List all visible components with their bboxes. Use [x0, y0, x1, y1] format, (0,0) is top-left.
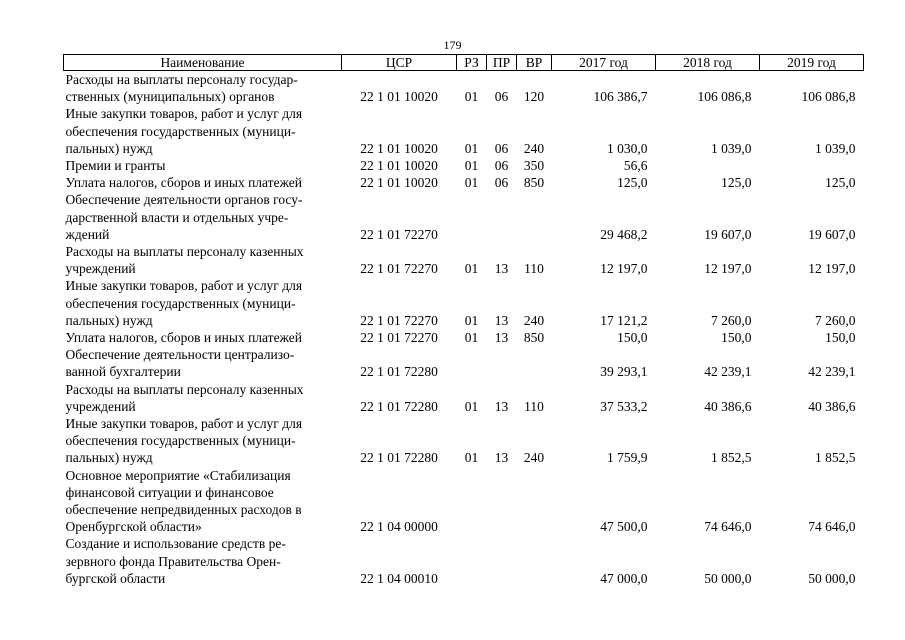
header-pr: ПР: [487, 55, 517, 71]
row-2019: 19 607,0: [808, 226, 856, 242]
row-2019: 1 039,0: [815, 140, 856, 156]
row-name-line: финансовой ситуации и финансовое: [65, 484, 274, 500]
row-csr: 22 1 01 72270: [360, 330, 438, 346]
row-name-line: Уплата налогов, сборов и иных платежей: [65, 330, 302, 346]
row-name: [64, 71, 342, 106]
row-pr: 13: [494, 261, 509, 277]
row-name-line: Создание и использование средств ре-: [65, 536, 286, 552]
row-rz: 01: [464, 261, 479, 277]
row-name-line: бургской области: [65, 570, 166, 586]
row-pr: 06: [494, 158, 509, 174]
row-2019: 7 260,0: [815, 312, 856, 328]
row-name-line: Расходы на выплаты персоналу казенных: [65, 244, 304, 260]
row-pr: 06: [494, 140, 509, 156]
row-name-line: ванной бухгалтерии: [65, 364, 181, 380]
row-pr: 13: [494, 450, 509, 466]
row-name-line: пальных) нужд: [65, 140, 153, 156]
row-csr: 22 1 01 72270: [360, 226, 438, 242]
row-name-line: Уплата налогов, сборов и иных платежей: [65, 175, 302, 191]
row-name-line: обеспечение непредвиденных расходов в: [65, 502, 302, 518]
row-vr: 110: [524, 261, 544, 277]
table-row: [64, 277, 864, 329]
page-number: 179: [443, 38, 462, 52]
row-vr: 850: [523, 330, 545, 346]
row-name-line: дарственной власти и отдельных учре-: [65, 209, 289, 225]
row-name: [64, 415, 342, 467]
row-2017: 56,6: [623, 158, 648, 174]
row-2017: 106 386,7: [593, 89, 648, 105]
row-rz: [457, 346, 487, 380]
row-name-line: Расходы на выплаты персоналу казенных: [65, 381, 304, 397]
row-name-line: обеспечения государственных (муници-: [65, 295, 296, 311]
row-name-line: Премии и гранты: [65, 158, 166, 174]
row-name: [64, 105, 342, 157]
row-2018: 40 386,6: [704, 398, 752, 414]
table-row: [64, 535, 864, 587]
row-pr: [487, 467, 517, 536]
row-pr: 06: [494, 89, 509, 105]
table-row: [64, 329, 864, 346]
row-2018: 1 852,5: [711, 450, 752, 466]
row-name-line: обеспечения государственных (муници-: [65, 123, 296, 139]
row-csr: 22 1 01 10020: [360, 175, 438, 191]
row-name-line: Оренбургской области»: [65, 519, 202, 535]
row-2019: 74 646,0: [808, 519, 856, 535]
row-csr: 22 1 01 72270: [360, 261, 438, 277]
table-row: [64, 381, 864, 415]
row-vr: [517, 467, 552, 536]
row-2018: 150,0: [721, 330, 752, 346]
row-vr: [517, 535, 552, 587]
row-2018: 12 197,0: [704, 261, 752, 277]
row-2017: 29 468,2: [600, 226, 648, 242]
header-csr: ЦСР: [342, 55, 457, 71]
row-name: [64, 535, 342, 587]
row-name: [64, 381, 342, 415]
row-csr: 22 1 01 72280: [360, 450, 438, 466]
row-name-line: зервного фонда Правительства Орен-: [65, 553, 281, 569]
row-2018: 7 260,0: [711, 312, 752, 328]
row-name: [64, 174, 342, 191]
row-vr: [517, 346, 552, 380]
table-row: [64, 346, 864, 380]
row-rz: 01: [464, 140, 479, 156]
table-row: [64, 467, 864, 536]
row-name-line: Иные закупки товаров, работ и услуг для: [65, 106, 303, 122]
row-2017: 47 000,0: [600, 570, 648, 586]
row-csr: 22 1 01 10020: [360, 158, 438, 174]
row-name: [64, 191, 342, 243]
row-2019: 42 239,1: [808, 364, 856, 380]
header-vr: ВР: [517, 55, 552, 71]
row-rz: [457, 467, 487, 536]
header-rz: РЗ: [457, 55, 487, 71]
row-csr: 22 1 01 10020: [360, 89, 438, 105]
row-vr: 110: [524, 398, 544, 414]
row-2019: [760, 157, 864, 174]
row-2018: 106 086,8: [697, 89, 752, 105]
row-name-line: Обеспечение деятельности централизо-: [65, 347, 295, 363]
row-pr: 13: [494, 398, 509, 414]
row-2019: 1 852,5: [815, 450, 856, 466]
row-2018: 19 607,0: [704, 226, 752, 242]
row-name: [64, 467, 342, 536]
row-2017: 125,0: [617, 175, 648, 191]
row-name-line: обеспечения государственных (муници-: [65, 433, 296, 449]
row-2017: 1 759,9: [607, 450, 648, 466]
table-row: [64, 157, 864, 174]
row-rz: 01: [464, 330, 479, 346]
header-2017: 2017 год: [552, 55, 656, 71]
row-name: [64, 329, 342, 346]
row-2019: 12 197,0: [808, 261, 856, 277]
row-csr: 22 1 01 10020: [360, 140, 438, 156]
row-2019: 50 000,0: [808, 570, 856, 586]
row-name-line: учреждений: [65, 398, 136, 414]
row-vr: [517, 191, 552, 243]
row-name: [64, 157, 342, 174]
row-2017: 47 500,0: [600, 519, 648, 535]
row-vr: 240: [523, 312, 545, 328]
row-name-line: ждений: [65, 226, 110, 242]
row-vr: 350: [523, 158, 545, 174]
row-2019: 150,0: [825, 330, 856, 346]
row-rz: 01: [464, 398, 479, 414]
row-2018: 50 000,0: [704, 570, 752, 586]
row-name: [64, 346, 342, 380]
row-vr: 240: [523, 450, 545, 466]
row-vr: 240: [523, 140, 545, 156]
row-name-line: Иные закупки товаров, работ и услуг для: [65, 416, 303, 432]
row-vr: 850: [523, 175, 545, 191]
row-name-line: Основное мероприятие «Стабилизация: [65, 467, 291, 483]
row-2019: 40 386,6: [808, 398, 856, 414]
row-2017: 1 030,0: [607, 140, 648, 156]
row-name-line: пальных) нужд: [65, 312, 153, 328]
row-2018: [656, 157, 760, 174]
budget-table: [63, 54, 864, 587]
row-csr: 22 1 01 72280: [360, 364, 438, 380]
header-2019: 2019 год: [760, 55, 864, 71]
row-name: [64, 243, 342, 277]
row-name-line: Расходы на выплаты персоналу государ-: [65, 72, 298, 87]
row-csr: 22 1 04 00000: [360, 519, 438, 535]
header-name: Наименование: [64, 55, 342, 71]
table-row: [64, 243, 864, 277]
row-name-line: Обеспечение деятельности органов госу-: [65, 192, 303, 208]
row-name-line: Иные закупки товаров, работ и услуг для: [65, 278, 303, 294]
row-rz: 01: [464, 89, 479, 105]
row-pr: [487, 535, 517, 587]
table-header-row: [64, 55, 864, 71]
row-2017: 37 533,2: [600, 398, 648, 414]
row-rz: [457, 191, 487, 243]
row-2019: 106 086,8: [801, 89, 856, 105]
row-name-line: ственных (муниципальных) органов: [65, 89, 275, 105]
row-2018: 125,0: [721, 175, 752, 191]
row-2018: 42 239,1: [704, 364, 752, 380]
row-name-line: учреждений: [65, 261, 136, 277]
row-csr: 22 1 01 72270: [360, 312, 438, 328]
table-row: [64, 174, 864, 191]
row-2017: 12 197,0: [600, 261, 648, 277]
header-2018: 2018 год: [656, 55, 760, 71]
row-2019: 125,0: [825, 175, 856, 191]
row-name-line: пальных) нужд: [65, 450, 153, 466]
row-pr: 06: [494, 175, 509, 191]
row-name: [64, 277, 342, 329]
table-row: [64, 105, 864, 157]
row-rz: 01: [464, 158, 479, 174]
row-csr: 22 1 01 72280: [360, 398, 438, 414]
row-rz: [457, 535, 487, 587]
row-pr: [487, 191, 517, 243]
table-row: [64, 191, 864, 243]
table-row: [64, 71, 864, 106]
row-pr: 13: [494, 312, 509, 328]
row-rz: 01: [464, 312, 479, 328]
row-vr: 120: [523, 89, 545, 105]
row-2017: 39 293,1: [600, 364, 648, 380]
row-2018: 74 646,0: [704, 519, 752, 535]
row-2017: 17 121,2: [600, 312, 648, 328]
row-pr: [487, 346, 517, 380]
row-rz: 01: [464, 175, 479, 191]
row-2018: 1 039,0: [711, 140, 752, 156]
row-pr: 13: [494, 330, 509, 346]
row-rz: 01: [464, 450, 479, 466]
row-csr: 22 1 04 00010: [360, 570, 438, 586]
row-2017: 150,0: [617, 330, 648, 346]
table-row: [64, 415, 864, 467]
